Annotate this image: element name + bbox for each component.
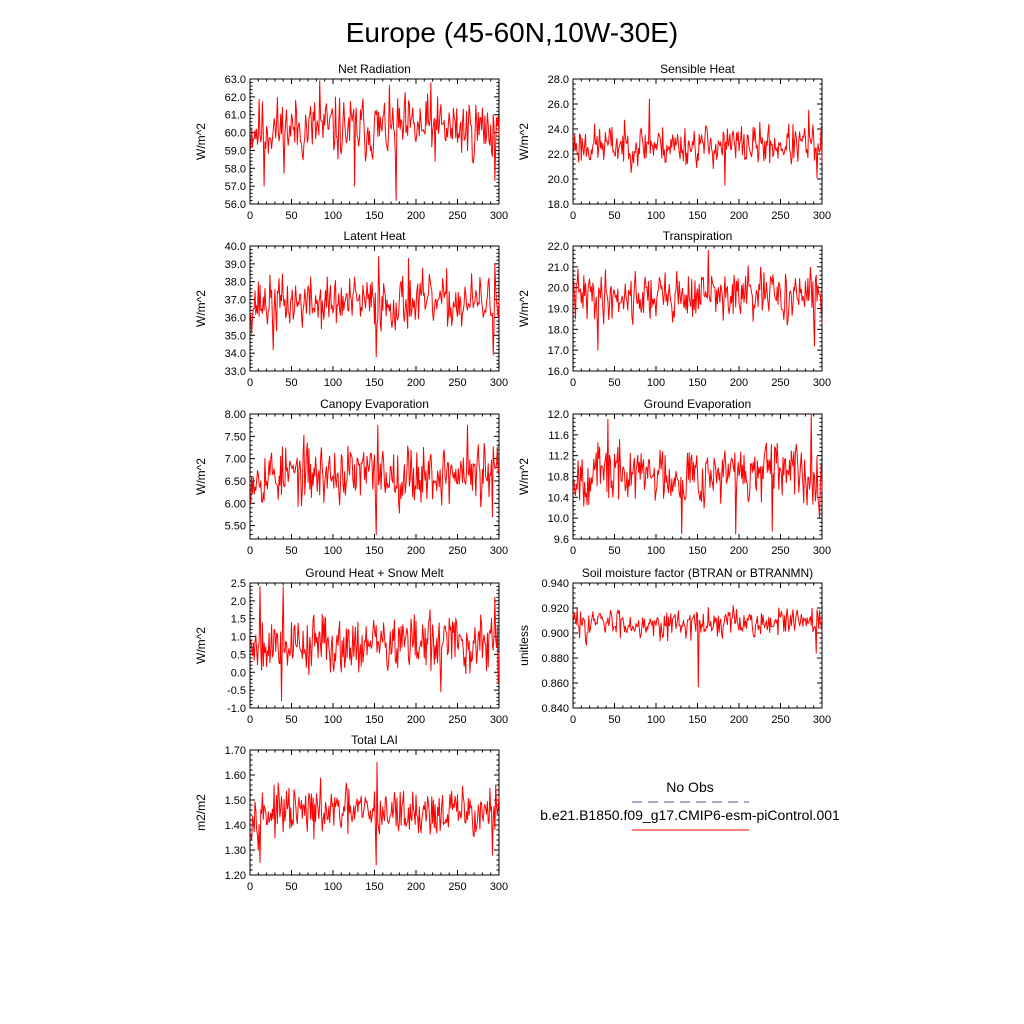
panel-title: Ground Heat + Snow Melt xyxy=(305,566,444,580)
y-tick-label: 0.880 xyxy=(541,653,569,665)
series-line xyxy=(251,763,499,866)
y-tick-label: 11.6 xyxy=(548,429,569,442)
y-tick-label: 1.30 xyxy=(224,845,246,857)
x-tick-label: 50 xyxy=(608,210,621,222)
x-tick-label: 0 xyxy=(246,210,254,222)
y-tick-label: 62.0 xyxy=(224,91,246,104)
y-tick-label: 10.8 xyxy=(547,471,569,484)
x-tick-label: 100 xyxy=(323,545,343,557)
y-tick-label: 33.0 xyxy=(224,366,246,378)
x-tick-label: 100 xyxy=(323,210,343,222)
panel-title: Net Radiation xyxy=(338,62,411,76)
y-tick-label: 26.0 xyxy=(547,99,569,111)
panel-title: Sensible Heat xyxy=(660,62,735,76)
x-tick-label: 300 xyxy=(812,210,832,222)
y-tick-label: 1.50 xyxy=(224,795,246,807)
y-tick-label: 2.0 xyxy=(230,595,246,608)
x-tick-label: 200 xyxy=(729,545,749,557)
x-tick-label: 50 xyxy=(285,714,298,726)
x-tick-label: 50 xyxy=(285,881,298,893)
x-tick-label: 50 xyxy=(608,714,621,726)
y-axis-label: W/m^2 xyxy=(194,627,208,664)
x-tick-label: 100 xyxy=(646,545,666,557)
y-tick-label: 24.0 xyxy=(547,124,569,136)
y-tick-label: 12.0 xyxy=(547,409,569,421)
x-tick-label: 200 xyxy=(406,377,426,389)
y-tick-label: 61.0 xyxy=(224,109,246,122)
y-tick-label: -0.5 xyxy=(227,685,246,698)
y-tick-label: 0.940 xyxy=(541,578,569,590)
y-tick-label: 38.0 xyxy=(224,276,246,289)
x-tick-label: 100 xyxy=(323,714,343,726)
x-tick-label: 300 xyxy=(812,545,832,557)
y-tick-label: 58.0 xyxy=(224,163,246,176)
y-tick-label: 10.0 xyxy=(547,513,569,526)
x-tick-label: 250 xyxy=(448,545,467,557)
x-tick-label: 200 xyxy=(406,881,426,893)
plot-frame xyxy=(573,79,822,204)
series-line xyxy=(574,606,822,687)
y-tick-label: 6.00 xyxy=(224,498,246,511)
x-tick-label: 300 xyxy=(489,714,509,726)
y-tick-label: 9.6 xyxy=(553,534,569,546)
y-tick-label: 2.5 xyxy=(230,578,246,590)
series-line xyxy=(574,414,822,534)
x-tick-label: 50 xyxy=(608,377,621,389)
x-tick-label: 250 xyxy=(771,210,790,222)
x-tick-label: 100 xyxy=(646,714,666,726)
y-tick-label: 8.00 xyxy=(224,409,246,421)
y-tick-label: 40.0 xyxy=(224,241,246,253)
x-tick-label: 250 xyxy=(448,377,467,389)
series-line xyxy=(251,81,499,201)
panel-sensible-heat xyxy=(517,62,831,222)
panel-total-lai xyxy=(194,733,508,893)
panels xyxy=(194,62,831,893)
plot-frame xyxy=(250,583,499,708)
y-tick-label: 18.0 xyxy=(547,199,569,211)
x-tick-label: 0 xyxy=(246,881,254,893)
x-tick-label: 300 xyxy=(489,210,509,222)
x-tick-label: 0 xyxy=(246,377,254,389)
y-tick-label: 0.920 xyxy=(541,603,569,615)
panel-title: Soil moisture factor (BTRAN or BTRANMN) xyxy=(581,566,814,580)
y-tick-label: 1.20 xyxy=(224,870,246,882)
x-tick-label: 300 xyxy=(489,545,509,557)
y-tick-label: 20.0 xyxy=(547,282,569,295)
legend-obs-label: No Obs xyxy=(666,779,714,795)
y-tick-label: 35.0 xyxy=(224,330,246,343)
x-tick-label: 150 xyxy=(688,545,707,557)
y-tick-label: 1.0 xyxy=(230,631,246,644)
panel-soil-moisture-factor-btran-or-btranmn xyxy=(517,566,831,726)
x-tick-label: 300 xyxy=(489,377,509,389)
y-tick-label: 56.0 xyxy=(224,199,246,211)
y-tick-label: 18.0 xyxy=(547,324,569,337)
y-tick-label: 17.0 xyxy=(547,345,569,358)
y-tick-label: 6.50 xyxy=(224,475,246,488)
panel-net-radiation xyxy=(194,62,508,222)
y-tick-label: 0.0 xyxy=(230,667,246,680)
x-tick-label: 100 xyxy=(323,881,343,893)
y-tick-label: 11.2 xyxy=(548,450,569,463)
y-tick-label: 0.860 xyxy=(541,678,569,690)
panel-title: Transpiration xyxy=(662,229,733,243)
y-tick-label: 57.0 xyxy=(224,181,246,194)
y-tick-label: 5.50 xyxy=(224,520,246,533)
x-tick-label: 200 xyxy=(406,714,426,726)
series-line xyxy=(251,257,499,357)
y-tick-label: 0.840 xyxy=(541,703,569,715)
x-tick-label: 300 xyxy=(812,714,832,726)
y-axis-label: W/m^2 xyxy=(194,458,208,495)
y-tick-label: 1.60 xyxy=(224,770,246,782)
y-tick-label: 1.40 xyxy=(224,820,246,832)
x-tick-label: 0 xyxy=(569,210,577,222)
x-tick-label: 0 xyxy=(246,545,254,557)
x-tick-label: 50 xyxy=(285,545,298,557)
panel-title: Canopy Evaporation xyxy=(320,397,429,411)
x-tick-label: 200 xyxy=(406,210,426,222)
x-tick-label: 50 xyxy=(285,210,298,222)
x-tick-label: 0 xyxy=(569,377,577,389)
panel-canopy-evaporation xyxy=(194,397,508,557)
x-tick-label: 0 xyxy=(569,714,577,726)
x-tick-label: 150 xyxy=(688,714,707,726)
y-tick-label: 10.4 xyxy=(547,492,569,505)
x-tick-label: 250 xyxy=(771,714,790,726)
y-tick-label: 37.0 xyxy=(224,294,246,307)
x-tick-label: 200 xyxy=(406,545,426,557)
x-tick-label: 100 xyxy=(323,377,343,389)
y-axis-label: unitless xyxy=(517,625,531,666)
panel-transpiration xyxy=(517,229,831,389)
y-axis-label: W/m^2 xyxy=(517,123,531,160)
panel-title: Latent Heat xyxy=(343,229,406,243)
x-tick-label: 200 xyxy=(729,377,749,389)
x-tick-label: 200 xyxy=(729,210,749,222)
y-tick-label: 34.0 xyxy=(224,348,246,361)
x-tick-label: 100 xyxy=(646,377,666,389)
x-tick-label: 150 xyxy=(365,714,384,726)
panel-latent-heat xyxy=(194,229,508,389)
y-tick-label: 16.0 xyxy=(547,366,569,378)
y-tick-label: 28.0 xyxy=(547,74,569,86)
y-tick-label: 21.0 xyxy=(547,261,569,274)
y-tick-label: 63.0 xyxy=(224,74,246,86)
x-tick-label: 150 xyxy=(365,377,384,389)
y-tick-label: 20.0 xyxy=(547,174,569,186)
x-tick-label: 150 xyxy=(365,881,384,893)
x-tick-label: 250 xyxy=(448,881,467,893)
y-tick-label: 22.0 xyxy=(547,149,569,161)
x-tick-label: 0 xyxy=(569,545,577,557)
x-tick-label: 200 xyxy=(729,714,749,726)
series-line xyxy=(574,99,822,185)
x-tick-label: 100 xyxy=(646,210,666,222)
x-tick-label: 250 xyxy=(771,545,790,557)
x-tick-label: 50 xyxy=(285,377,298,389)
y-tick-label: -1.0 xyxy=(227,703,246,715)
y-axis-label: W/m^2 xyxy=(517,458,531,495)
figure-title: Europe (45-60N,10W-30E) xyxy=(345,17,679,48)
x-tick-label: 250 xyxy=(448,210,467,222)
panel-title: Total LAI xyxy=(351,733,398,747)
x-tick-label: 0 xyxy=(246,714,254,726)
y-tick-label: 1.70 xyxy=(224,745,246,757)
y-tick-label: 36.0 xyxy=(224,312,246,325)
panel-ground-heat-snow-melt xyxy=(194,566,508,726)
x-tick-label: 150 xyxy=(688,377,707,389)
x-tick-label: 250 xyxy=(448,714,467,726)
y-axis-label: m2/m2 xyxy=(194,794,208,831)
series-line xyxy=(251,425,499,534)
series-line xyxy=(574,250,822,350)
y-axis-label: W/m^2 xyxy=(517,290,531,327)
panel-title: Ground Evaporation xyxy=(643,397,752,411)
y-tick-label: 22.0 xyxy=(547,241,569,253)
y-tick-label: 60.0 xyxy=(224,127,246,140)
x-tick-label: 150 xyxy=(365,545,384,557)
panel-ground-evaporation xyxy=(517,397,831,557)
x-tick-label: 50 xyxy=(608,545,621,557)
y-tick-label: 19.0 xyxy=(547,303,569,316)
legend-model-label: b.e21.B1850.f09_g17.CMIP6-esm-piControl.001 xyxy=(540,807,840,823)
x-tick-label: 150 xyxy=(365,210,384,222)
x-tick-label: 300 xyxy=(489,881,509,893)
y-tick-label: 39.0 xyxy=(224,258,246,271)
y-tick-label: 1.5 xyxy=(230,613,246,626)
x-tick-label: 250 xyxy=(771,377,790,389)
y-tick-label: 0.5 xyxy=(230,649,246,662)
x-tick-label: 150 xyxy=(688,210,707,222)
series-line xyxy=(251,587,499,701)
y-axis-label: W/m^2 xyxy=(194,290,208,327)
y-tick-label: 0.900 xyxy=(541,628,569,640)
legend xyxy=(540,779,840,830)
x-tick-label: 300 xyxy=(812,377,832,389)
y-tick-label: 7.00 xyxy=(224,453,246,466)
y-axis-label: W/m^2 xyxy=(194,123,208,160)
y-tick-label: 7.50 xyxy=(224,431,246,444)
y-tick-label: 59.0 xyxy=(224,145,246,158)
